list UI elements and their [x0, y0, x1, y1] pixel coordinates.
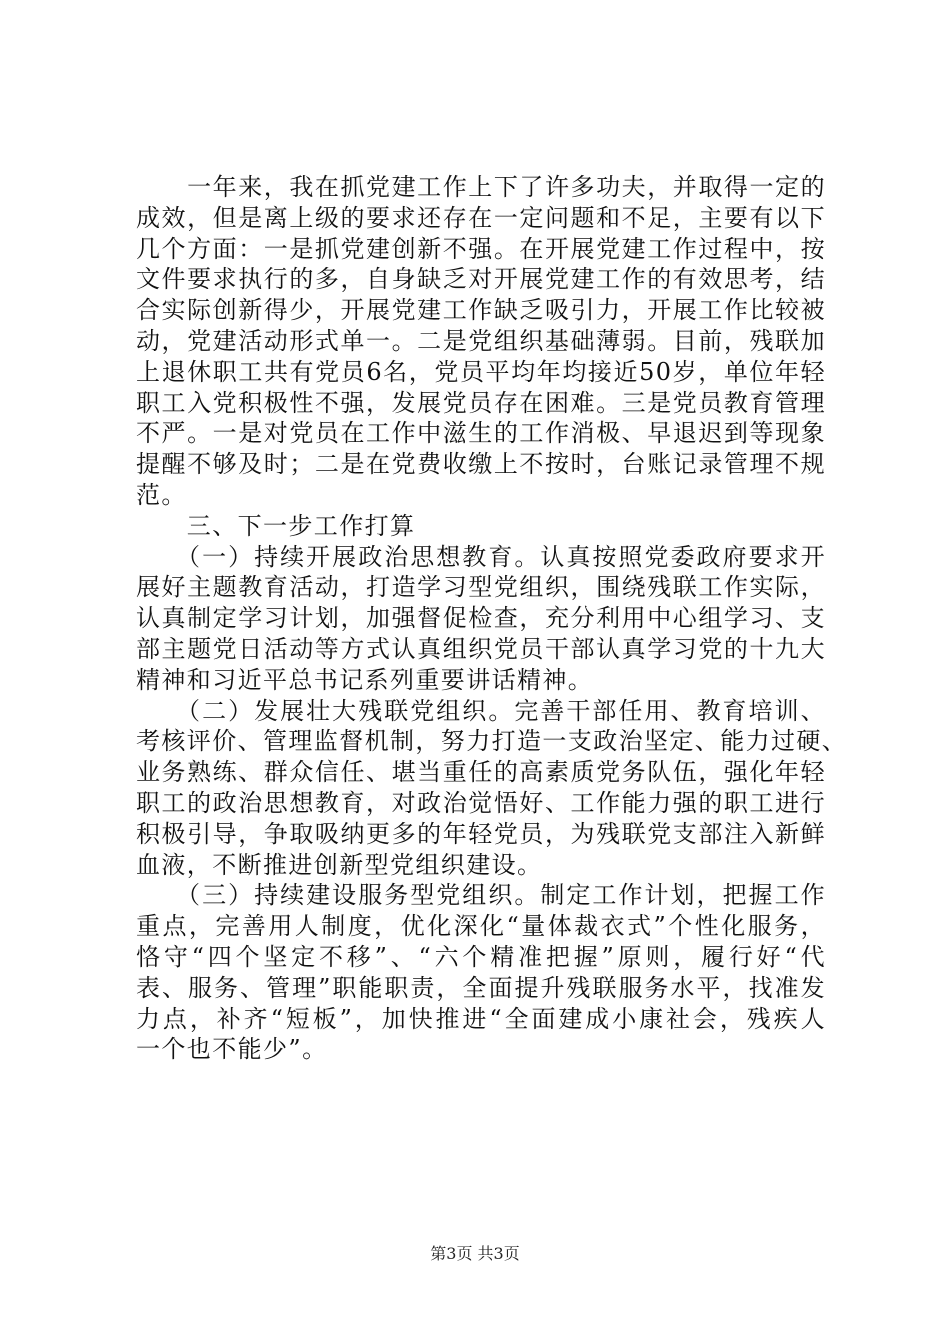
text-line: 合实际创新得少，开展党建工作缺乏吸引力，开展工作比较被: [136, 296, 826, 325]
text-line: 展好主题教育活动，打造学习型党组织，围绕残联工作实际，: [136, 573, 826, 602]
text-line: 精神和习近平总书记系列重要讲话精神。: [136, 665, 594, 694]
text-line: （一）持续开展政治思想教育。认真按照党委政府要求开: [136, 542, 826, 571]
text-line: 重点，完善用人制度，优化深化“量体裁衣式”个性化服务，: [136, 912, 826, 941]
text-line: 不严。一是对党员在工作中滋生的工作消极、早退迟到等现象: [136, 419, 826, 448]
text-line: 力点，补齐“短板”，加快推进“全面建成小康社会，残疾人: [136, 1004, 826, 1033]
text-line: 职工入党积极性不强，发展党员存在困难。三是党员教育管理: [136, 388, 826, 417]
text-line: 几个方面：一是抓党建创新不强。在开展党建工作过程中，按: [136, 234, 826, 263]
text-line: 血液，不断推进创新型党组织建设。: [136, 850, 543, 879]
text-line: 上退休职工共有党员6名，党员平均年均接近50岁，单位年轻: [136, 357, 826, 386]
text-line: 一个也不能少”。: [136, 1035, 328, 1064]
text-line: 认真制定学习计划，加强督促检查，充分利用中心组学习、支: [136, 604, 826, 633]
text-line: 三、下一步工作打算: [136, 511, 416, 540]
text-line: 动，党建活动形式单一。二是党组织基础薄弱。目前，残联加: [136, 326, 826, 355]
text-line: 表、服务、管理”职能职责，全面提升残联服务水平，找准发: [136, 973, 826, 1002]
text-line: 业务熟练、群众信任、堪当重任的高素质党务队伍，强化年轻: [136, 758, 826, 787]
page-footer: 第3页 共3页: [430, 1244, 520, 1263]
text-line: 部主题党日活动等方式认真组织党员干部认真学习党的十九大: [136, 634, 826, 663]
text-line: 恪守“四个坚定不移”、“六个精准把握”原则，履行好“代: [136, 942, 826, 971]
text-line: 提醒不够及时；二是在党费收缴上不按时，台账记录管理不规: [136, 450, 826, 479]
document-body: [136, 172, 848, 1065]
text-line: 成效，但是离上级的要求还存在一定问题和不足，主要有以下: [136, 203, 826, 232]
text-line: 一年来，我在抓党建工作上下了许多功夫，并取得一定的: [136, 173, 826, 201]
text-line: 文件要求执行的多，自身缺乏对开展党建工作的有效思考，结: [136, 265, 826, 294]
text-line: 积极引导，争取吸纳更多的年轻党员，为残联党支部注入新鲜: [136, 819, 826, 848]
text-line: 职工的政治思想教育，对政治觉悟好、工作能力强的职工进行: [136, 788, 826, 817]
text-line: （三）持续建设服务型党组织。制定工作计划，把握工作: [136, 881, 826, 910]
text-line: （二）发展壮大残联党组织。完善干部任用、教育培训、: [136, 696, 826, 725]
text-line: 考核评价、管理监督机制，努力打造一支政治坚定、能力过硬、: [136, 727, 848, 756]
text-line: 范。: [136, 480, 187, 509]
